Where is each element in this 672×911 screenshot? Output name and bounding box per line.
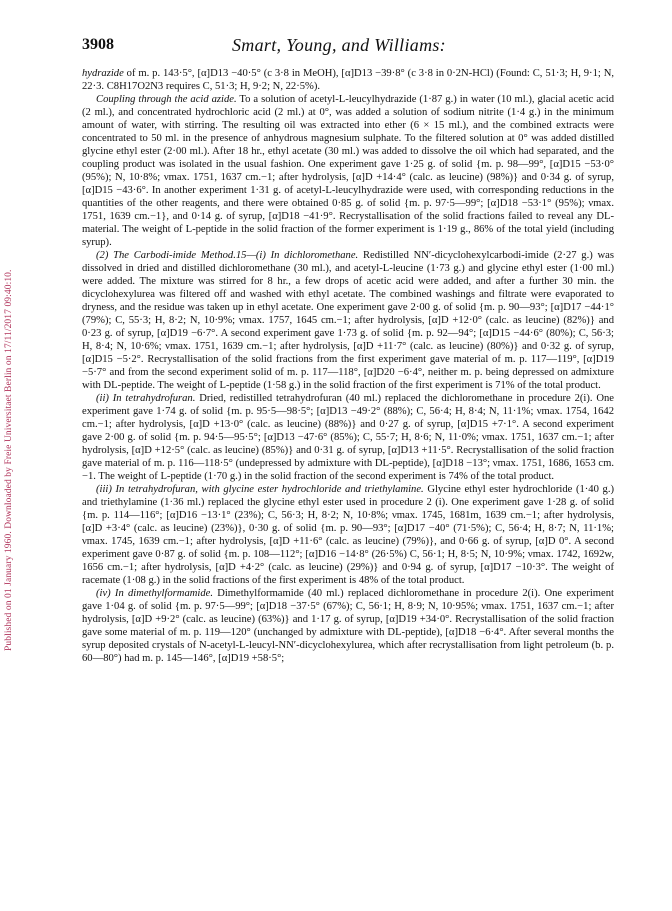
download-notice: Published on 01 January 1960. Downloaded by Freie Universitaet Berlin on 17/11/2017 09:40:10. [4,269,14,651]
paragraph-text: Dried, redistilled tetrahydrofuran (40 ml.) replaced the dichloromethane in procedure 2(i). One experiment gave 1·74 g. of solid {m. p. 95·5—98·5°; [α]D13 −49·2° (88%); C, 56·4; H, 8·4; N, 11·1%; νmax. 1754, 1642 cm.−1; after hydrolysis, [α]D +13·0° (calc. as leucine) (88%)} and 0·27 g. of syrup, [α]D15 +7·1°. A second experiment gave 2·00 g. of solid {m. p. 94·5—95·5°; [α]D13 −47·6° (85%); C, 55·7; H, 8·6; N, 11·0%; νmax. 1751, 1637 cm.−1; after hydrolysis, [α]D +12·5° (calc. as leucine) (85%)} and 0·31 g. of syrup, [α]D13 +11·5°. Recrystallisation of the solid fraction gave material of m. p. 116—118·5° (undepressed by admixture with DL-peptide), [α]D18 −13°; νmax. 1751, 1686, 1653 cm.−1. The weight of L-peptide (1·70 g.) in the solid fraction of the second experiment is 74% of the total product. [82,393,615,482]
paragraph [82,67,614,93]
paragraph-text: of m. p. 143·5°, [α]D13 −40·5° (c 3·8 in MeOH), [α]D13 −39·8° (c 3·8 in 0·2N-HCl) (Found: C, 51·3; H, 9·1; N, 22·3. C8H17O2N3 requires C, 51·3; H, 9·2; N, 22·5%). [82,68,614,92]
paragraph [82,249,614,392]
paragraph-text: Redistilled NN′-dicyclohexylcarbodi-imide (2·27 g.) was dissolved in dried and distilled dichloromethane (30 ml.), and acetyl-L-leucine (1·73 g.) and glycine ethyl ester (1·00 ml.) were added. The mixture was stirred for 8 hr., a few drops of acetic acid were added, and after a further 30 min. the dicyclohexylurea was filtered off and washed with ethyl acetate. The combined washings and filtrate were evaporated to dryness, and the residue was taken up in ethyl acetate. One experiment gave 2·00 g. of solid {m. p. 90—93°; [α]D17 −44·1° (79%); C, 55·3; H, 8·2; N, 10·9%; νmax. 1757, 1645 cm.−1; after hydrolysis, [α]D +12·0° (calc. as leucine) (82%)} and 0·23 g. of syrup, [α]D19 −6·7°. A second experiment gave 1·73 g. of solid {m. p. 92—94°; [α]D15 −44·6° (80%); C, 56·3; H, 8·4; N, 10·6%; νmax. 1751, 1639 cm.−1; after hydrolysis, [α]D +11·7° (calc. as leucine) (80%)} and 0·32 g. of syrup, [α]D15 −5·2°. Recrystallisation of the solid fractions from the first experiment gave material of m. p. 117—119°, [α]D19 −5·7° and from the second experiment solid of m. p. 117—118°, [α]D20 −6·4°, neither m. p. being depressed on admixture with DL-peptide. The weight of L-peptide (1·58 g.) in the solid fraction of the first experiment is 71% of the total product. [82,250,614,391]
page-header [82,36,610,60]
paragraph-lead: (iv) In dimethylformamide. [96,588,213,599]
paragraph [82,93,614,249]
paragraph [82,392,614,483]
paragraph-lead: (iii) In tetrahydrofuran, with glycine ester hydrochloride and triethylamine. [96,484,424,495]
page-number: 3908 [82,36,114,53]
paragraph-text: To a solution of acetyl-L-leucylhydrazide (1·87 g.) in water (10 ml.), glacial acetic acid (2 ml.), and concentrated hydrochloric acid (2 ml.) at 0°, was added a solution of sodium nitrite (1·4 g.) in the minimum amount of water, with stirring. The resulting oil was extracted into ether (6 × 15 ml.), and the combined extracts were concentrated to 50 ml. in the presence of anhydrous magnesium sulphate. To the filtered solution at 0° was added distilled glycine ethyl ester (2·00 ml.). After 18 hr., ethyl acetate (30 ml.) was added to dissolve the oil which had separated, and the coupling product was isolated in the usual fashion. One experiment gave 1·25 g. of solid {m. p. 98—99°, [α]D15 −53·0° (95%); N, 10·8%; νmax. 1751, 1637 cm.−1; after hydrolysis, [α]D +14·4° (calc. as leucine) (98%)} and 0·34 g. of syrup, [α]D15 −43·6°. In another experiment 1·31 g. of acetyl-L-leucylhydrazide were used, with corresponding reductions in the quantities of the other reagents, and there were obtained 0·85 g. of solid {m. p. 97·5—99°; [α]D18 −53·1° (95%); νmax. 1751, 1639 cm.−1}, and 0·14 g. of syrup, [α]D18 −41·9°. Recrystallisation of the solid fractions failed to reveal any DL-material. The weight of L-peptide in the solid fraction of the former experiment is 1·19 g., 86% of the total yield (including syrup). [82,94,614,248]
paragraph-lead: Coupling through the acid azide. [96,94,237,105]
article-body [82,67,614,665]
paragraph-lead: (ii) In tetrahydrofuran. [96,393,196,404]
paragraph-lead: (2) The Carbodi-imide Method.15—(i) In dichloromethane. [96,250,359,261]
paragraph [82,483,614,587]
paragraph [82,587,614,665]
running-title: Smart, Young, and Williams: [232,35,446,55]
paragraph-text: Glycine ethyl ester hydrochloride (1·40 g.) and triethylamine (1·36 ml.) replaced the glycine ethyl ester used in procedure 2 (i). One experiment gave 1·28 g. of solid {m. p. 114—116°; [α]D16 −13·1° (23%); C, 56·3; H, 8·2; N, 10·8%; νmax. 1745, 1681m, 1639 cm.−1; after hydrolysis, [α]D +3·4° (calc. as leucine) (23%)}, 0·30 g. of solid {m. p. 90—93°; [α]D17 −40° (71·5%); C, 56·4; H, 8·7; N, 11·1%; νmax. 1745, 1639 cm.−1; after hydrolysis, [α]D +11·6° (calc. as leucine) (79%)}, and 0·66 g. of syrup, [α]D 0°. A second experiment gave 0·87 g. of solid {m. p. 108—112°; [α]D16 −14·8° (26·5%) C, 56·1; H, 8·5; N, 10·9%; νmax. 1742, 1692w, 1656 cm.−1; after hydrolysis, [α]D +4·2° (calc. as leucine) (29%)} and 0·94 g. of syrup, [α]D17 −10·3°. The weight of racemate (1·08 g.) in the solid fractions of the first experiment is 48% of the total product. [82,484,614,586]
paragraph-lead: hydrazide [82,68,124,79]
paragraph-text: Dimethylformamide (40 ml.) replaced dichloromethane in procedure 2(i). One experiment gave 1·04 g. of solid {m. p. 97·5—99°; [α]D18 −37·5° (67%); C, 56·1; H, 8·9; N, 10·95%; νmax. 1751, 1637 cm.−1; after hydrolysis, [α]D +9·2° (calc. as leucine) (63%)} and 1·17 g. of syrup, [α]D19 +34·0°. Recrystallisation of the solid fraction gave some material of m. p. 119—120° (unchanged by admixture with DL-peptide), [α]D18 −6·4°. After several months the syrup deposited crystals of N-acetyl-L-leucyl-NN′-dicyclohexylurea, which after recrystallisation from light petroleum (b. p. 60—80°) had m. p. 145—146°, [α]D19 +58·5°; [82,588,614,664]
